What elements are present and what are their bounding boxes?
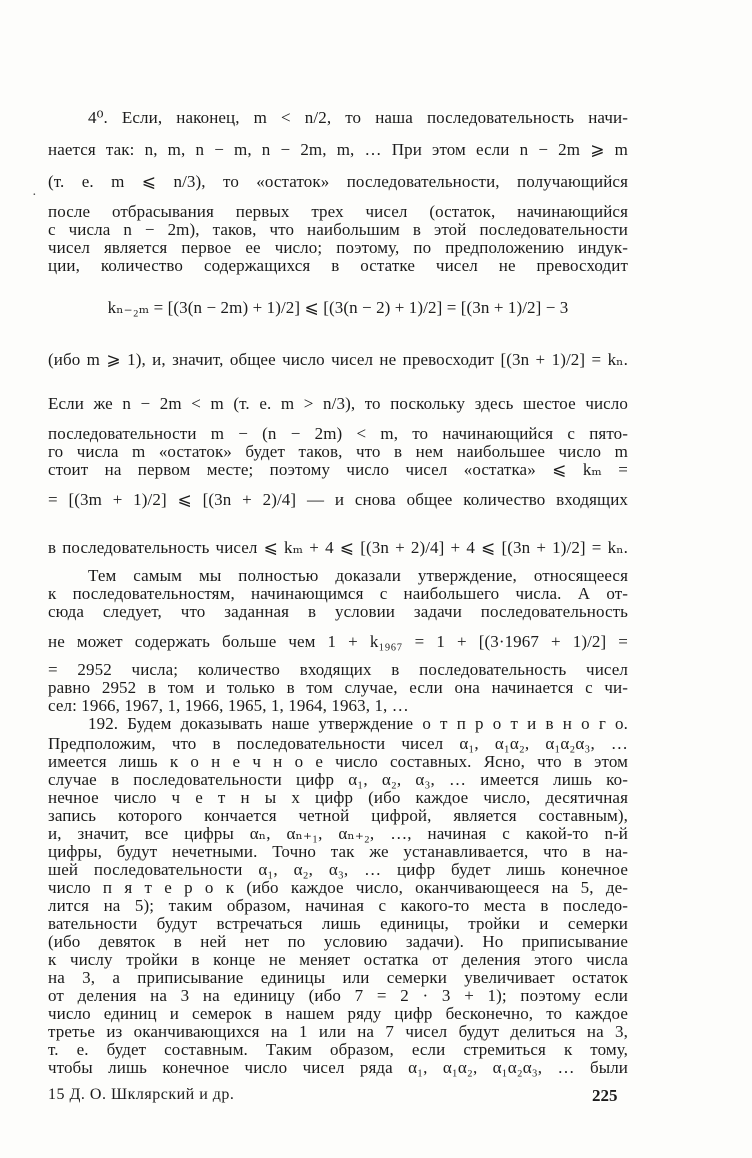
text-line: чисел является первое ее число; поэтому, по предположению индук- xyxy=(48,238,628,257)
text-line: имеется лишь к о н е ч н о е число составных. Ясно, что в этом xyxy=(48,752,628,771)
text-line: Предположим, что в последовательности чисел α₁, α₁α₂, α₁α₂α₃, … xyxy=(48,734,628,753)
text-line: с числа n − 2m), таков, что наибольшим в этой последовательности xyxy=(48,220,628,239)
text-line: число п я т е р о к (ибо каждое число, оканчивающееся на 5, де- xyxy=(48,878,628,897)
signature-footer: 15 Д. О. Шклярский и др. xyxy=(48,1086,235,1103)
text-line: шей последовательности α₁, α₂, α₃, … цифр будет лишь конечное xyxy=(48,860,628,879)
text-line: (ибо девяток в ней нет по условию задачи). Но приписывание xyxy=(48,932,628,951)
text-line: 192. Будем доказывать наше утверждение о т п р о т и в н о г о. xyxy=(88,714,628,733)
text-line: цифры, будут нечетными. Точно так же устанавливается, что в на- xyxy=(48,842,628,861)
text-line: = 2952 числа; количество входящих в последовательность чисел xyxy=(48,660,628,679)
text-line: число единиц и семерок в нашем ряду цифр бесконечно, то каждое xyxy=(48,1004,628,1023)
text-line: Если же n − 2m < m (т. е. m > n/3), то поскольку здесь шестое число xyxy=(48,394,628,413)
text-line: чтобы лишь конечное число чисел ряда α₁, α₁α₂, α₁α₂α₃, … были xyxy=(48,1058,628,1077)
text-line: стоит на первом месте; поэтому число чисел «остатка» ⩽ kₘ = xyxy=(48,460,628,479)
text-line: сюда следует, что заданная в условии задачи последовательность xyxy=(48,602,628,621)
formula-line: kₙ₋₂ₘ = [(3(n − 2m) + 1)/2] ⩽ [(3(n − 2) + 1)/2] = [(3n + 1)/2] − 3 xyxy=(107,298,569,317)
text-line: к последовательностям, начинающимся с наибольшего числа. А от- xyxy=(48,584,628,603)
text-line: ции, количество содержащихся в остатке чисел не превосходит xyxy=(48,256,628,275)
text-line: = [(3m + 1)/2] ⩽ [(3n + 2)/4] — и снова общее количество входящих xyxy=(48,490,628,509)
text-line: после отбрасывания первых трех чисел (остаток, начинающийся xyxy=(48,202,628,221)
text-line: вательности будут встречаться лишь единицы, тройки и семерки xyxy=(48,914,628,933)
text-line: т. е. будет составным. Таким образом, если стремиться к тому, xyxy=(48,1040,628,1059)
text-line: (т. е. m ⩽ n/3), то «остаток» последовательности, получающийся xyxy=(48,172,628,191)
text-line: случае в последовательности цифр α₁, α₂, α₃, … имеется лишь ко- xyxy=(48,770,628,789)
text-line: Тем самым мы полностью доказали утверждение, относящееся xyxy=(88,566,628,585)
text-line: к числу тройки в конце не меняет остатка от деления этого числа xyxy=(48,950,628,969)
text-line: 4⁰. Если, наконец, m < n/2, то наша последовательность начи- xyxy=(88,108,628,127)
text-line: нечное число ч е т н ы х цифр (ибо каждое число, десятичная xyxy=(48,788,628,807)
text-line: в последовательность чисел ⩽ kₘ + 4 ⩽ [(3n + 2)/4] + 4 ⩽ [(3n + 1)/2] = kₙ. xyxy=(48,538,628,557)
page-number: 225 xyxy=(592,1086,618,1105)
text-line: не может содержать больше чем 1 + k₁₉₆₇ = 1 + [(3·1967 + 1)/2] = xyxy=(48,632,628,651)
text-line: от деления на 3 на единицу (ибо 7 = 2 · 3 + 1); поэтому если xyxy=(48,986,628,1005)
margin-dot: · xyxy=(32,188,37,203)
text-line: го числа m «остаток» будет таков, что в нем наибольшее число m xyxy=(48,442,628,461)
text-line: запись которого кончается четной цифрой, является составным), xyxy=(48,806,628,825)
text-line: лится на 5); таким образом, начиная с какого-то места в последо- xyxy=(48,896,628,915)
text-line: нается так: n, m, n − m, n − 2m, m, … При этом если n − 2m ⩾ m xyxy=(48,140,628,159)
text-line: последовательности m − (n − 2m) < m, то начинающийся с пято- xyxy=(48,424,628,443)
text-line: и, значит, все цифры αₙ, αₙ₊₁, αₙ₊₂, …, начиная с какой-то n-й xyxy=(48,824,628,843)
text-line: на 3, а приписывание единицы или семерки увеличивает остаток xyxy=(48,968,628,987)
text-line: сел: 1966, 1967, 1, 1966, 1965, 1, 1964, 1963, 1, … xyxy=(48,696,409,715)
text-line: равно 2952 в том и только в том случае, если она начинается с чи- xyxy=(48,678,628,697)
text-line: третье из оканчивающихся на 1 или на 7 чисел будут делиться на 3, xyxy=(48,1022,628,1041)
text-line: (ибо m ⩾ 1), и, значит, общее число чисел не превосходит [(3n + 1)/2] = kₙ. xyxy=(48,350,628,369)
